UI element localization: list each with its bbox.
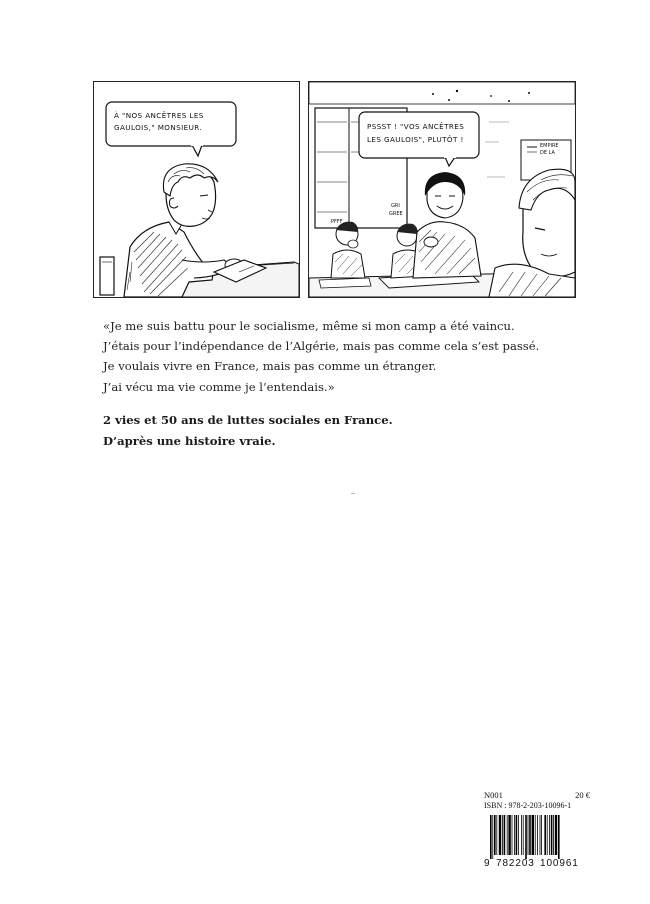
barcode-bar [504,815,506,855]
barcode-bar [547,815,548,855]
barcode-bar [499,815,501,855]
barcode-bar [492,815,493,859]
barcode-bar [541,815,542,855]
quote-line: J’étais pour l’indépendance de l’Algérie, mais pas comme cela s’est passé. [103,339,540,354]
stray-mark [351,493,355,494]
isbn: ISBN : 978-2-203-10096-1 [484,801,572,810]
tagline-block [103,410,563,451]
barcode-bar [555,815,557,855]
barcode-bar [508,815,510,855]
barcode-bar [516,815,518,855]
speech-line-2: LES GAULOIS", PLUTÔT ! [367,135,464,144]
price: 20 € [575,790,590,800]
barcode-bar [553,815,554,855]
sfx-gree: GREE [389,211,403,217]
quote-line: Je voulais vivre en France, mais pas comme un étranger. [103,359,437,374]
product-code: N001 [484,790,503,800]
comic-panel-right [308,81,576,298]
quote-block [103,316,563,397]
barcode-bar [549,815,550,855]
barcode-bar [528,815,529,855]
classroom-illustration [309,82,575,297]
barcode-bar [537,815,538,855]
barcode-bar [494,815,496,855]
barcode-bar [540,815,541,855]
barcode-bar [544,815,546,855]
barcode-bar [532,815,534,855]
barcode-bar [514,815,515,855]
barcode-bar [521,815,522,855]
barcode-bar [496,815,497,855]
poster-line-1: EMPIRE [540,143,559,149]
speech-line-2: GAULOIS," MONSIEUR. [114,123,203,132]
poster-line-2: DE LA [540,150,555,156]
barcode-block [484,790,591,870]
barcode-bar [523,815,524,855]
barcode-digits-group-2: 100961 [540,858,579,869]
barcode-bar [512,815,513,855]
sfx-pfff: PFFF [331,219,343,225]
barcode-bar [558,815,560,859]
tagline-line: 2 vies et 50 ans de luttes sociales en France. [103,413,393,427]
barcode-bar [551,815,553,855]
barcode-bar [525,815,527,859]
barcode-bar [507,815,508,855]
sfx-gri: GRI [391,203,400,209]
quote-line: «Je me suis battu pour le socialisme, même si mon camp a été vaincu. [103,319,515,333]
barcode-bar [529,815,531,855]
barcode-digit-first: 9 [484,858,491,869]
barcode-bar [535,815,536,855]
speech-line-1: À "NOS ANCÊTRES LES [114,111,204,120]
barcode-bar [518,815,519,855]
speech-line-1: PSSST ! "VOS ANCÊTRES [367,122,465,131]
barcode-digits-group-1: 782203 [496,858,535,869]
tagline-line: D’après une histoire vraie. [103,433,276,448]
barcode-graphic [490,815,586,859]
barcode-bar [502,815,503,855]
comic-panel-left [93,81,300,298]
quote-line: J’ai vécu ma vie comme je l’entendais.» [103,379,335,394]
barcode-bar [490,815,492,859]
